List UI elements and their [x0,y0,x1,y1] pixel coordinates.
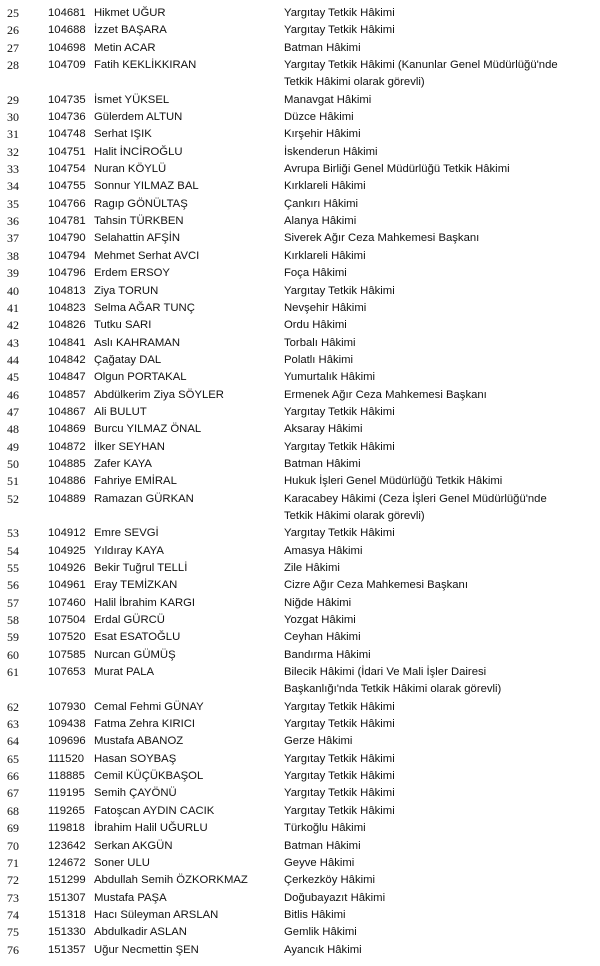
judge-name: Ragıp GÖNÜLTAŞ [94,197,188,210]
row-number: 39 [7,266,19,281]
registry-number: 107585 [48,648,86,661]
list-row [0,56,600,91]
registry-number: 104872 [48,440,86,453]
duty-title: Yargıtay Tetkik Hâkimi [284,787,395,800]
list-row [0,802,600,819]
duty-title: Türkoğlu Hâkimi [284,822,366,835]
duty-title: Manavgat Hâkimi [284,93,372,106]
registry-number: 104794 [48,249,86,262]
list-row [0,21,600,38]
row-number: 68 [7,803,19,818]
row-number: 44 [7,352,19,367]
duty-title: Yargıtay Tetkik Hâkimi [284,405,395,418]
judge-name: Fatoşcan AYDIN CACIK [94,804,215,817]
list-row [0,91,600,108]
duty-title: İskenderun Hâkimi [284,145,378,158]
list-row [0,784,600,801]
judge-name: Mustafa ABANOZ [94,735,184,748]
list-row [0,282,600,299]
judge-name: Murat PALA [94,666,155,679]
list-row [0,750,600,767]
list-row [0,420,600,437]
judge-name: Hasan SOYBAŞ [94,752,177,765]
list-row [0,264,600,281]
list-row [0,472,600,489]
registry-number: 104841 [48,336,86,349]
duty-title: Polatlı Hâkimi [284,353,354,366]
row-number: 28 [7,58,19,73]
registry-number: 104857 [48,388,86,401]
judge-name: Eray TEMİZKAN [94,579,178,592]
duty-title: Kırklareli Hâkimi [284,180,366,193]
duty-title: Yargıtay Tetkik Hâkimi [284,7,395,19]
list-row [0,906,600,923]
list-row [0,715,600,732]
judge-name: Yıldıray KAYA [94,544,164,557]
row-number: 41 [7,300,19,315]
registry-number: 104751 [48,145,86,158]
row-number: 69 [7,821,19,836]
judge-name: Ramazan GÜRKAN [94,492,194,505]
registry-number: 107460 [48,596,86,609]
registry-number: 107653 [48,666,86,679]
row-number: 35 [7,196,19,211]
row-number: 40 [7,283,19,298]
duty-title: Batman Hâkimi [284,839,361,852]
row-number: 62 [7,699,19,714]
duty-title-continuation: Başkanlığı'nda Tetkik Hâkimi olarak görevli) [284,683,502,696]
list-row [0,611,600,628]
list-row [0,594,600,611]
registry-number: 111520 [48,752,85,765]
registry-number: 104823 [48,301,86,314]
list-row [0,490,600,525]
row-number: 74 [7,907,19,922]
duty-title: Kırklareli Hâkimi [284,249,366,262]
judge-name: İlker SEYHAN [94,440,165,453]
duty-title: Bandırma Hâkimi [284,648,371,661]
row-number: 59 [7,630,19,645]
duty-title: Yargıtay Tetkik Hâkimi [284,24,395,37]
list-row [0,351,600,368]
registry-number: 107504 [48,614,86,627]
duty-title: Yargıtay Tetkik Hâkimi [284,804,395,817]
judge-name: Cemil KÜÇÜKBAŞOL [94,770,204,783]
row-number: 32 [7,144,19,159]
registry-number: 104790 [48,232,86,245]
row-number: 54 [7,543,19,558]
registry-number: 107930 [48,700,86,713]
list-row [0,663,600,698]
row-number: 38 [7,248,19,263]
judge-name: Hacı Süleyman ARSLAN [94,908,219,921]
judge-name: Fatih KEKLİKKIRAN [94,59,197,72]
row-number: 70 [7,838,19,853]
row-number: 63 [7,717,19,732]
row-number: 34 [7,179,19,194]
judge-name: Halil İbrahim KARGI [94,596,196,609]
judge-name: Olgun PORTAKAL [94,371,187,384]
duty-title: Siverek Ağır Ceza Mahkemesi Başkanı [284,232,480,245]
judge-name: Esat ESATOĞLU [94,631,181,644]
judge-name: Hikmet UĞUR [94,7,166,19]
registry-number: 104796 [48,267,86,280]
list-row [0,542,600,559]
list-row [0,4,600,21]
judge-name: Abdulkadir ASLAN [94,926,187,939]
judge-name: Çağatay DAL [94,353,162,366]
duty-title: Çankırı Hâkimi [284,197,359,210]
row-number: 29 [7,92,19,107]
row-number: 37 [7,231,19,246]
row-number: 75 [7,925,19,940]
duty-title: Düzce Hâkimi [284,111,354,124]
row-number: 48 [7,422,19,437]
list-row [0,941,600,958]
judge-name: Emre SEVGİ [94,527,159,540]
list-row [0,438,600,455]
judge-name: Burcu YILMAZ ÖNAL [94,423,202,436]
registry-number: 119818 [48,822,85,835]
duty-title: Aksaray Hâkimi [284,423,363,436]
list-row [0,334,600,351]
duty-title: Bitlis Hâkimi [284,908,346,921]
duty-title: Geyve Hâkimi [284,856,355,869]
duty-title: Yargıtay Tetkik Hâkimi [284,752,395,765]
registry-number: 104826 [48,319,86,332]
judge-name: Halit İNCİROĞLU [94,145,183,158]
judge-name: Semih ÇAYÖNÜ [94,787,177,800]
row-number: 72 [7,873,19,888]
duty-title: Yargıtay Tetkik Hâkimi (Kanunlar Genel Müdürlüğü'nde [284,59,558,72]
list-row [0,368,600,385]
duty-title: Avrupa Birliği Genel Müdürlüğü Tetkik Hâkimi [284,163,510,176]
row-number: 33 [7,162,19,177]
row-number: 47 [7,404,19,419]
row-number: 58 [7,613,19,628]
registry-number: 118885 [48,770,85,783]
list-row [0,628,600,645]
registry-number: 104698 [48,41,86,54]
duty-title: Yargıtay Tetkik Hâkimi [284,284,395,297]
duty-title: Zile Hâkimi [284,562,340,574]
registry-number: 104736 [48,111,86,124]
duty-title: Ordu Hâkimi [284,319,347,332]
registry-number: 104766 [48,197,86,210]
registry-number: 104754 [48,163,86,176]
duty-title: Amasya Hâkimi [284,544,363,557]
judge-name: Fatma Zehra KIRICI [94,718,196,731]
list-row [0,698,600,715]
duty-title: Yargıtay Tetkik Hâkimi [284,700,395,713]
duty-title: Batman Hâkimi [284,41,361,54]
judge-name: İsmet YÜKSEL [94,93,170,106]
duty-title: Gemlik Hâkimi [284,926,357,939]
list-row [0,143,600,160]
judge-name: Fahriye EMİRAL [94,475,177,488]
list-row [0,889,600,906]
judge-name: Selma AĞAR TUNÇ [94,301,195,314]
registry-number: 104735 [48,93,86,106]
registry-number: 109696 [48,735,86,748]
duty-title: Ceyhan Hâkimi [284,631,361,644]
judge-name: Mustafa PAŞA [94,891,167,904]
duty-title: Batman Hâkimi [284,457,361,470]
duty-title: Kırşehir Hâkimi [284,128,361,141]
row-number: 46 [7,387,19,402]
row-number: 65 [7,751,19,766]
duty-title: Ermenek Ağır Ceza Mahkemesi Başkanı [284,388,487,401]
list-row [0,576,600,593]
duty-title: Bilecik Hâkimi (İdari Ve Mali İşler Dairesi [284,666,487,679]
registry-number: 104709 [48,59,86,72]
judge-name: İbrahim Halil UĞURLU [94,822,208,835]
judge-name: Tahsin TÜRKBEN [94,215,184,228]
judge-name: Erdal GÜRCÜ [94,614,165,627]
duty-title: Cizre Ağır Ceza Mahkemesi Başkanı [284,579,468,592]
list-row [0,923,600,940]
judge-name: Zafer KAYA [94,457,152,470]
row-number: 76 [7,942,19,957]
duty-title: Alanya Hâkimi [284,215,357,228]
row-number: 51 [7,474,19,489]
list-row [0,229,600,246]
judge-name: Serkan AKGÜN [94,839,173,852]
list-row [0,524,600,541]
judge-name: Bekir Tuğrul TELLİ [94,562,188,574]
judge-name: Uğur Necmettin ŞEN [94,943,199,956]
registry-number: 151318 [48,908,86,921]
row-number: 60 [7,647,19,662]
registry-number: 151307 [48,891,86,904]
row-number: 53 [7,526,19,541]
registry-number: 104755 [48,180,86,193]
duty-title: Yargıtay Tetkik Hâkimi [284,718,395,731]
duty-title: Yumurtalık Hâkimi [284,371,376,384]
list-row [0,386,600,403]
list-row [0,732,600,749]
judge-name: Sonnur YILMAZ BAL [94,180,199,193]
row-number: 55 [7,561,19,575]
duty-title: Yargıtay Tetkik Hâkimi [284,770,395,783]
row-number: 49 [7,439,19,454]
registry-number: 104781 [48,215,86,228]
judge-name: Erdem ERSOY [94,267,170,280]
list-row [0,646,600,663]
duty-title: Niğde Hâkimi [284,596,352,609]
registry-number: 151299 [48,874,86,887]
row-number: 71 [7,855,19,870]
registry-number: 124672 [48,856,86,869]
registry-number: 109438 [48,718,86,731]
row-number: 52 [7,491,19,506]
judge-name: Soner ULU [94,856,150,869]
list-row [0,871,600,888]
list-row [0,316,600,333]
registry-number: 151357 [48,943,86,956]
duty-title: Doğubayazıt Hâkimi [284,891,386,904]
judge-name: Abdülkerim Ziya SÖYLER [94,388,224,401]
duty-title: Ayancık Hâkimi [284,943,362,956]
judge-name: Ali BULUT [94,405,147,418]
list-row [0,819,600,836]
judge-name: Ziya TORUN [94,284,159,297]
registry-number: 104748 [48,128,86,141]
judge-name: İzzet BAŞARA [94,24,167,37]
registry-number: 104885 [48,457,86,470]
registry-number: 123642 [48,839,86,852]
duty-title: Karacabey Hâkimi (Ceza İşleri Genel Müdürlüğü'nde [284,492,547,505]
row-number: 50 [7,456,19,471]
row-number: 45 [7,370,19,385]
row-number: 67 [7,786,19,801]
list-row [0,195,600,212]
judge-name: Tutku SARI [94,319,152,332]
registry-number: 104842 [48,353,86,366]
registry-number: 104926 [48,562,86,574]
registry-number: 104889 [48,492,86,505]
row-number: 25 [7,6,19,20]
duty-title: Torbalı Hâkimi [284,336,356,349]
duty-title: Foça Hâkimi [284,267,347,280]
judge-name: Mehmet Serhat AVCI [94,249,200,262]
registry-number: 104886 [48,475,86,488]
row-number: 30 [7,110,19,125]
judge-name: Nuran KÖYLÜ [94,163,167,176]
duty-title-continuation: Tetkik Hâkimi olarak görevli) [284,509,425,522]
registry-number: 104925 [48,544,86,557]
row-number: 66 [7,769,19,784]
judge-name: Abdullah Semih ÖZKORKMAZ [94,874,248,887]
list-row [0,125,600,142]
judge-name: Selahattin AFŞİN [94,232,181,245]
judge-name: Serhat IŞIK [94,128,152,141]
row-number: 31 [7,127,19,142]
duty-title: Yargıtay Tetkik Hâkimi [284,527,395,540]
appointment-list [0,4,600,958]
registry-number: 151330 [48,926,86,939]
duty-title: Yozgat Hâkimi [284,614,356,627]
list-row [0,403,600,420]
row-number: 26 [7,23,19,38]
registry-number: 104813 [48,284,86,297]
row-number: 61 [7,665,19,680]
list-row [0,854,600,871]
registry-number: 119195 [48,787,85,800]
registry-number: 107520 [48,631,86,644]
judge-name: Gülerdem ALTUN [94,111,183,124]
list-row [0,212,600,229]
list-row [0,177,600,194]
list-row [0,837,600,854]
duty-title: Nevşehir Hâkimi [284,301,367,314]
registry-number: 119265 [48,804,85,817]
list-row [0,160,600,177]
list-row [0,455,600,472]
list-row [0,299,600,316]
list-row [0,767,600,784]
duty-title: Hukuk İşleri Genel Müdürlüğü Tetkik Hâkimi [284,475,503,488]
row-number: 27 [7,40,19,55]
row-number: 73 [7,890,19,905]
row-number: 36 [7,214,19,229]
list-row [0,559,600,576]
judge-name: Metin ACAR [94,41,156,54]
duty-title-continuation: Tetkik Hâkimi olarak görevli) [284,76,425,89]
registry-number: 104867 [48,405,86,418]
row-number: 57 [7,595,19,610]
row-number: 64 [7,734,19,749]
registry-number: 104869 [48,423,86,436]
registry-number: 104961 [48,579,86,592]
registry-number: 104688 [48,24,86,37]
duty-title: Çerkezköy Hâkimi [284,874,376,887]
list-row [0,247,600,264]
row-number: 56 [7,578,19,593]
judge-name: Cemal Fehmi GÜNAY [94,700,204,713]
registry-number: 104681 [48,7,86,19]
row-number: 42 [7,318,19,333]
judge-name: Nurcan GÜMÜŞ [94,648,176,661]
judge-name: Aslı KAHRAMAN [94,336,180,349]
row-number: 43 [7,335,19,350]
list-row [0,39,600,56]
list-row [0,108,600,125]
duty-title: Gerze Hâkimi [284,735,353,748]
duty-title: Yargıtay Tetkik Hâkimi [284,440,395,453]
registry-number: 104912 [48,527,86,540]
registry-number: 104847 [48,371,86,384]
